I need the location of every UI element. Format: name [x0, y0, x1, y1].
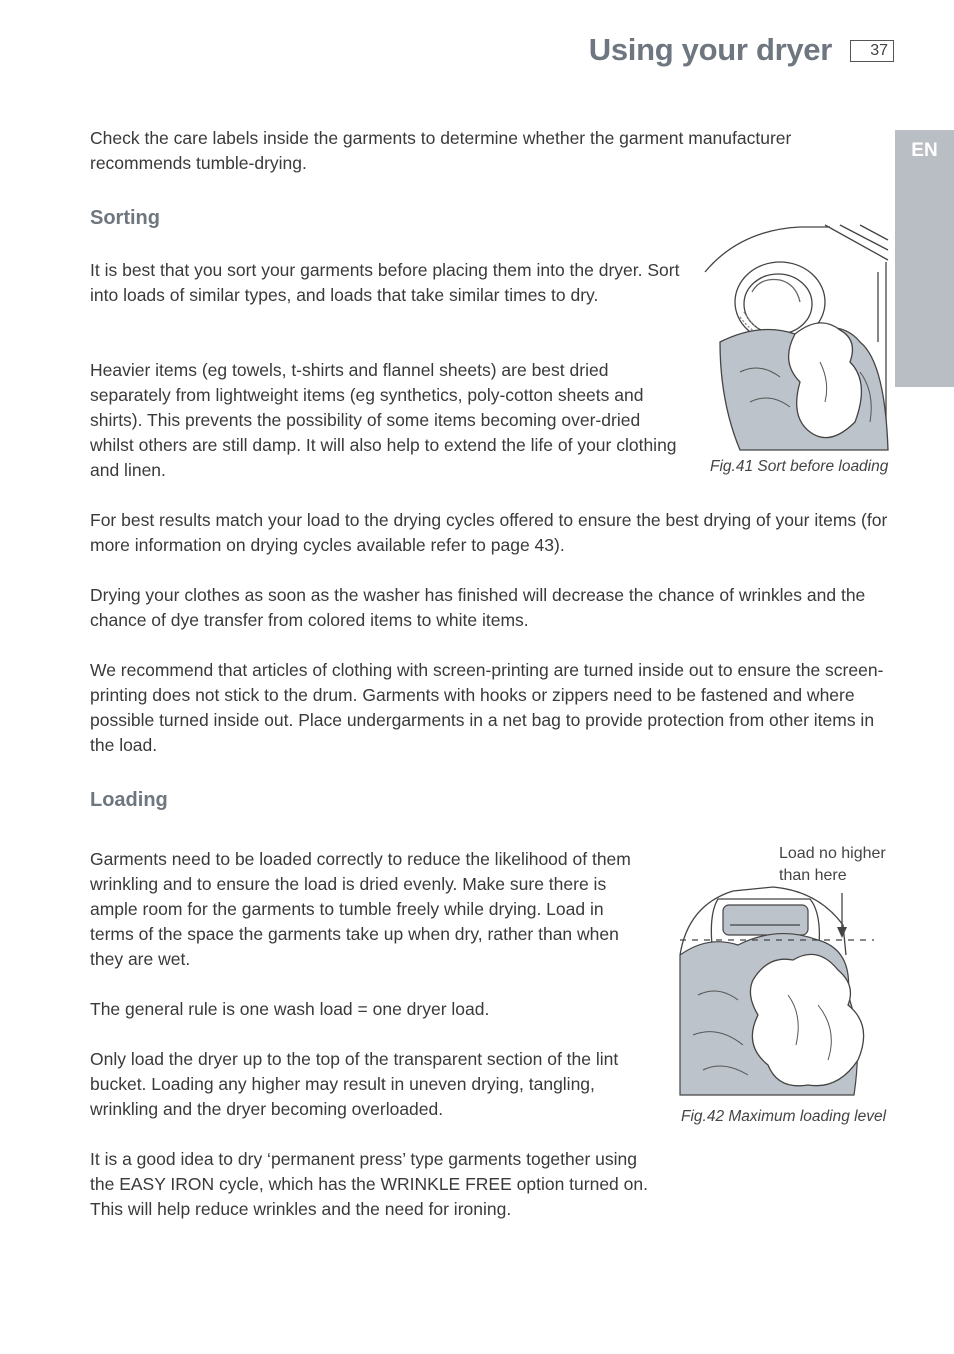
sorting-paragraph-2: Heavier items (eg towels, t-shirts and flannel sheets) are best dried separately from lightweight items (eg synthetics, poly-cotton sheets and shirts). This prevents the possibility of some items becoming over-dried whilst others are still damp. It will also help to extend the life of your clothing and linen. — [90, 360, 677, 480]
sorting-paragraph-1: It is best that you sort your garments before placing them into the dryer. Sort into loads of similar types, and loads that take similar times to dry. — [90, 260, 680, 305]
sorting-paragraph-5: We recommend that articles of clothing with screen-printing are turned inside out to ensure the screen-printing does not stick to the drum. Garments with hooks or zippers need to be fastened and where possible turned inside out. Place undergarments in a net bag to provide protection from other items in the load. — [90, 660, 884, 755]
page-number: 37 — [850, 40, 894, 62]
intro-paragraph: Check the care labels inside the garments to determine whether the garment manufacturer recommends tumble-drying. — [90, 128, 792, 173]
loading-paragraph-3: Only load the dryer up to the top of the transparent section of the lint bucket. Loading any higher may result in uneven drying, tangling, wrinkling and the dryer becoming overloaded. — [90, 1049, 619, 1119]
fig42-caption: Fig.42 Maximum loading level — [681, 1108, 887, 1125]
sorting-paragraph-3: For best results match your load to the drying cycles offered to ensure the best drying of your items (for more information on drying cycles available refer to page 43). — [90, 510, 888, 555]
page-title: Using your dryer — [588, 32, 832, 67]
loading-paragraph-1: Garments need to be loaded correctly to reduce the likelihood of them wrinkling and to ensure the load is dried evenly. Make sure there is ample room for the garments to tumble freely while drying. Load in terms of the space the garments take up when dry, rather than when they are wet. — [90, 849, 631, 969]
fig41-caption: Fig.41 Sort before loading — [710, 458, 889, 475]
language-tab: EN — [895, 130, 954, 387]
fig41-laundry-illustration — [700, 222, 892, 452]
fig42-loading-level-illustration — [678, 885, 876, 1097]
load-limit-annotation: Load no higher than here — [779, 845, 886, 884]
loading-paragraph-4: It is a good idea to dry ‘permanent press’ type garments together using the EASY IRON cycle, which has the WRINKLE FREE option turned on. This will help reduce wrinkles and the need for ironing. — [90, 1149, 648, 1219]
sorting-paragraph-4: Drying your clothes as soon as the washer has finished will decrease the chance of wrinkles and the chance of dye transfer from colored items to white items. — [90, 585, 866, 630]
loading-paragraph-2: The general rule is one wash load = one dryer load. — [90, 999, 490, 1019]
loading-heading: Loading — [90, 789, 168, 811]
sorting-heading: Sorting — [90, 207, 160, 229]
